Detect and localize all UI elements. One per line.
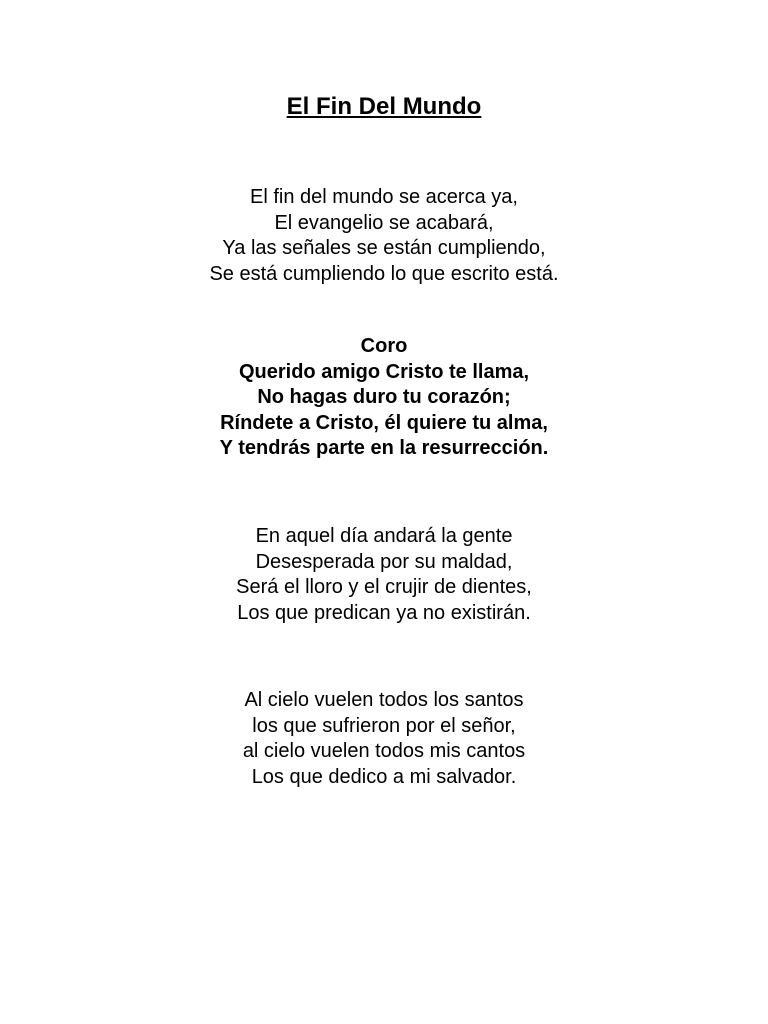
- chorus-line: Y tendrás parte en la resurrección.: [219, 437, 549, 460]
- stanza-line: Será el lloro y el crujir de dientes,: [236, 576, 532, 599]
- stanza-line: El fin del mundo se acerca ya,: [250, 186, 518, 208]
- chorus-line: Ríndete a Cristo, él quiere tu alma,: [220, 411, 548, 434]
- chorus-line: Querido amigo Cristo te llama,: [238, 360, 530, 383]
- stanza-line: Los que dedico a mi salvador.: [251, 765, 517, 788]
- chorus-line: No hagas duro tu corazón;: [257, 386, 511, 409]
- chorus: [0, 334, 768, 462]
- stanza-line: En aquel día andará la gente: [255, 525, 513, 547]
- stanza-line: Se está cumpliendo lo que escrito está.: [209, 262, 559, 285]
- song-title: El Fin Del Mundo: [286, 93, 482, 120]
- stanza-1: [0, 185, 768, 287]
- stanza-line: Ya las señales se están cumpliendo,: [222, 237, 546, 260]
- stanza-line: El evangelio se acabará,: [274, 211, 494, 234]
- stanza-line: Desesperada por su maldad,: [255, 550, 513, 573]
- chorus-heading: Coro: [360, 335, 408, 357]
- stanza-3: [0, 688, 768, 790]
- stanza-line: Al cielo vuelen todos los santos: [244, 689, 524, 711]
- stanza-line: al cielo vuelen todos mis cantos: [242, 740, 526, 763]
- stanza-2: [0, 524, 768, 626]
- stanza-line: los que sufrieron por el señor,: [252, 714, 516, 737]
- stanza-line: Los que predican ya no existirán.: [237, 601, 531, 624]
